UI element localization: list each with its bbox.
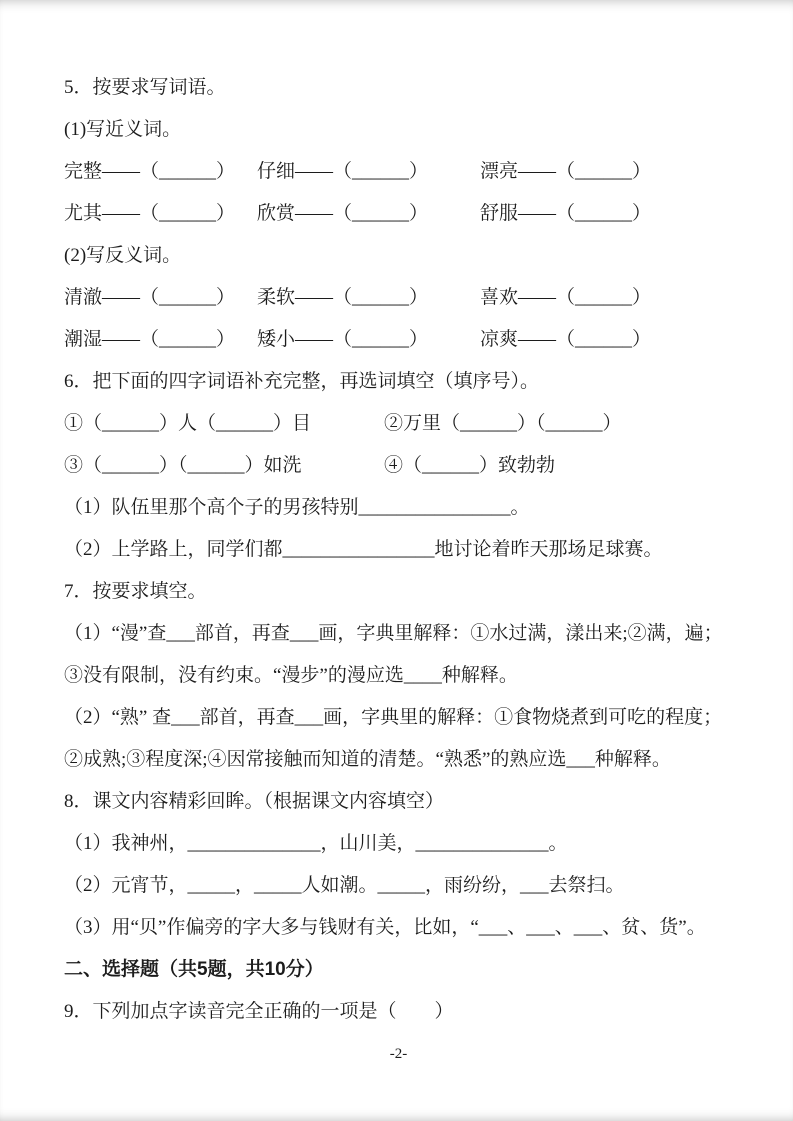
word-blank: 潮湿——（______） bbox=[64, 329, 236, 350]
idiom-blank: ①（______）人（______）目 bbox=[64, 413, 312, 434]
q8-line-1: （1）我神州，______________，山川美，______________。 bbox=[64, 833, 568, 854]
idiom-blank: ③（______）（______）如洗 bbox=[64, 455, 302, 476]
word-blank: 仔细——（______） bbox=[257, 161, 429, 182]
word-blank: 柔软——（______） bbox=[257, 287, 429, 308]
page-number: -2- bbox=[389, 1046, 408, 1062]
q7-line-4: ②成熟;③程度深;④因常接触而知道的清楚。“熟悉”的熟应选___种解释。 bbox=[64, 749, 671, 770]
question-7-title: 7．按要求填空。 bbox=[64, 581, 207, 602]
word-blank: 欣赏——（______） bbox=[257, 203, 429, 224]
q5-synonym-row-2 bbox=[64, 193, 733, 235]
q5-part2-label: (2)写反义词。 bbox=[64, 245, 182, 266]
word-blank: 矮小——（______） bbox=[257, 329, 429, 350]
q7-line-1: （1）“漫”查___部首，再查___画，字典里解释：①水过满，漾出来;②满，遍； bbox=[64, 623, 723, 644]
q7-line-3: （2）“熟” 查___部首，再查___画，字典里的解释：①食物烧煮到可吃的程度； bbox=[64, 707, 723, 728]
q5-antonym-row-1 bbox=[64, 277, 733, 319]
question-6-title: 6．把下面的四字词语补充完整，再选词填空（填序号）。 bbox=[64, 371, 540, 392]
word-blank: 尤其——（______） bbox=[64, 203, 236, 224]
q6-idiom-row-2 bbox=[64, 445, 733, 487]
q6-fill-blank-1: （1）队伍里那个高个子的男孩特别________________。 bbox=[64, 497, 530, 518]
q5-antonym-row-2 bbox=[64, 319, 733, 361]
word-blank: 舒服——（______） bbox=[480, 203, 652, 224]
word-blank: 凉爽——（______） bbox=[480, 329, 652, 350]
question-5-title: 5．按要求写词语。 bbox=[64, 77, 226, 98]
idiom-blank: ④（______）致勃勃 bbox=[384, 455, 556, 476]
word-blank: 漂亮——（______） bbox=[480, 161, 652, 182]
question-8-title: 8．课文内容精彩回眸。（根据课文内容填空） bbox=[64, 791, 445, 812]
section-2-heading: 二、选择题（共5题，共10分） bbox=[64, 959, 324, 980]
q6-fill-blank-2: （2）上学路上，同学们都________________地讨论着昨天那场足球赛。 bbox=[64, 539, 663, 560]
q7-line-2: ③没有限制，没有约束。“漫步”的漫应选____种解释。 bbox=[64, 665, 518, 686]
q5-synonym-row-1 bbox=[64, 151, 733, 193]
q5-part1-label: (1)写近义词。 bbox=[64, 119, 182, 140]
q6-idiom-row-1 bbox=[64, 403, 733, 445]
word-blank: 完整——（______） bbox=[64, 161, 236, 182]
word-blank: 喜欢——（______） bbox=[480, 287, 652, 308]
q8-line-2: （2）元宵节，_____，_____人如潮。_____，雨纷纷，___去祭扫。 bbox=[64, 875, 625, 896]
question-9-title: 9．下列加点字读音完全正确的一项是（ ） bbox=[64, 1001, 454, 1022]
word-blank: 清澈——（______） bbox=[64, 287, 236, 308]
idiom-blank: ②万里（______）（______） bbox=[384, 413, 622, 434]
q8-line-3: （3）用“贝”作偏旁的字大多与钱财有关，比如，“___、___、___、贫、货”。 bbox=[64, 917, 706, 938]
